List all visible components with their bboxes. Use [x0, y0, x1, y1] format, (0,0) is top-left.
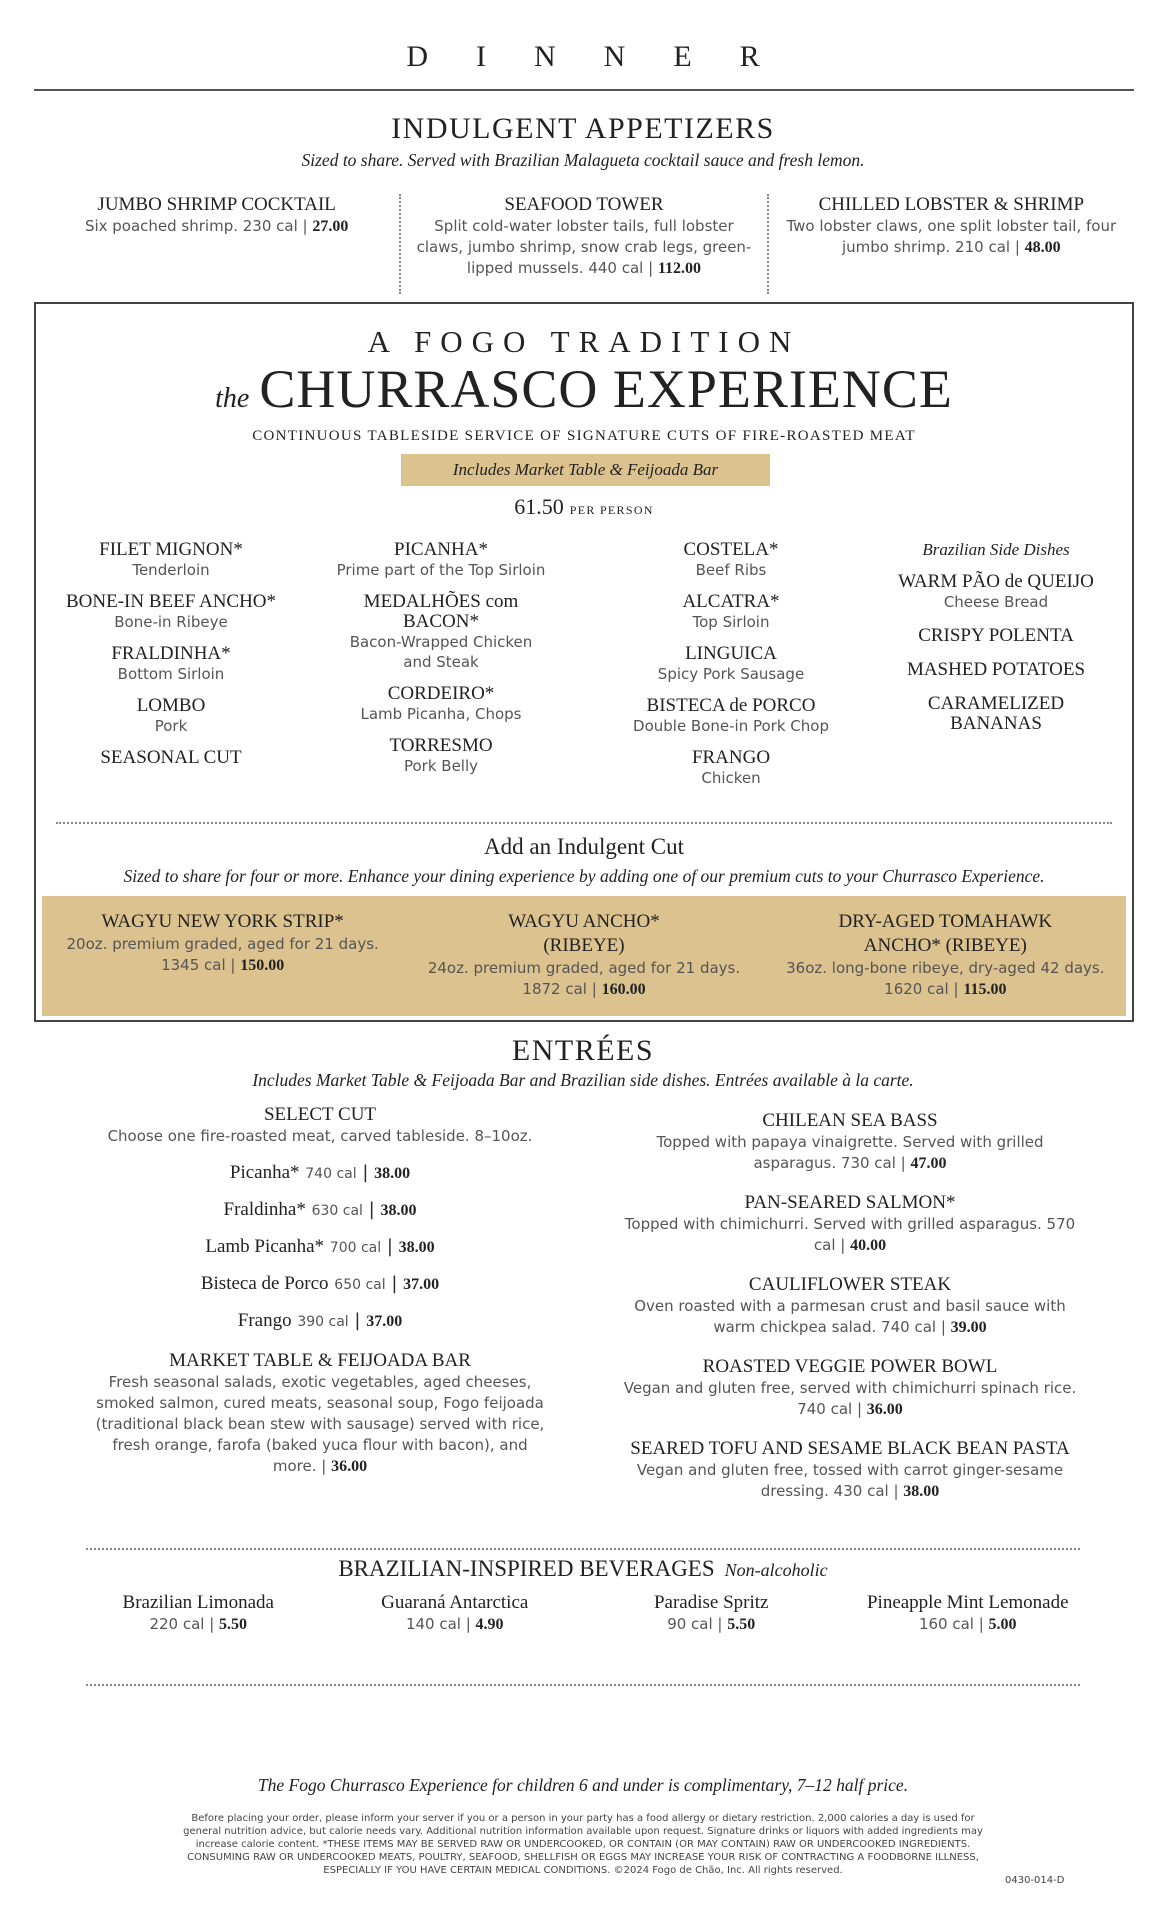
select-cut-title: SELECT CUT — [263, 1104, 377, 1125]
cut-name: FILET MIGNON* — [99, 539, 243, 560]
side-name: CARAMELIZED BANANAS — [927, 693, 1065, 734]
side-name: WARM PÃO de QUEIJO — [898, 571, 1094, 592]
side-name: CRISPY POLENTA — [918, 625, 1074, 646]
cut-name: Lamb Picanha* — [205, 1236, 325, 1257]
beverages-note: Non-alcoholic — [724, 1560, 828, 1580]
list-item — [861, 626, 1131, 646]
cut-name: PICANHA* — [394, 539, 488, 560]
list-item — [306, 540, 576, 580]
cut-price: 37.00 — [366, 1313, 403, 1330]
list-item: Frango 390 cal | 37.00 — [237, 1310, 403, 1331]
item-name: CHILEAN SEA BASS — [762, 1110, 938, 1131]
beverages-title: BRAZILIAN-INSPIRED BEVERAGES — [338, 1556, 715, 1581]
cut-cal: 700 cal — [329, 1240, 382, 1256]
appetizers-subtitle: Sized to share. Served with Brazilian Malagueta cocktail sauce and fresh lemon. — [301, 150, 865, 170]
cut-name: Fraldinha* — [223, 1199, 306, 1220]
menu-item — [399, 194, 766, 294]
market-table-price: 36.00 — [331, 1458, 368, 1475]
menu-item — [403, 910, 764, 1016]
list-item: Picanha* 740 cal | 38.00 — [229, 1162, 411, 1183]
item-cal: 1620 cal | — [884, 980, 959, 998]
list-item — [36, 644, 306, 684]
cut-desc: Lamb Picanha, Chops — [360, 705, 522, 723]
select-cut-desc: Choose one fire-roasted meat, carved tableside. 8–10oz. — [107, 1127, 533, 1145]
menu-item — [583, 1592, 840, 1635]
cut-name: CORDEIRO* — [387, 683, 495, 704]
cut-desc: Tenderloin — [132, 561, 210, 579]
churrasco-headline — [36, 358, 1132, 420]
menu-item — [90, 1350, 550, 1477]
divider — [86, 1684, 1080, 1686]
beverages-heading — [0, 1556, 1166, 1582]
select-cut-list — [90, 1162, 550, 1332]
list-item — [36, 592, 306, 632]
cut-name: LINGUICA — [685, 643, 777, 664]
item-price: 115.00 — [963, 981, 1007, 998]
item-desc: Vegan and gluten free, served with chimichurri spinach rice. 740 cal | — [623, 1379, 1077, 1418]
item-price: 38.00 — [903, 1483, 940, 1500]
cut-desc: Pork — [154, 717, 188, 735]
list-item — [861, 572, 1131, 612]
price-unit: PER PERSON — [569, 503, 654, 517]
item-name: CHILLED LOBSTER & SHRIMP — [818, 194, 1085, 215]
item-cal: 220 cal | — [149, 1615, 215, 1633]
cut-desc: Pork Belly — [403, 757, 479, 775]
market-table-desc: Fresh seasonal salads, exotic vegetables, aged cheeses, smoked salmon, cured meats, seasonal soup, Fogo feijoada (traditional black bean stew with sausage) served with rice, fresh orange, farofa (baked yuca flour with bacon), and more. | — [95, 1373, 545, 1475]
list-item — [596, 592, 866, 632]
list-item — [596, 748, 866, 788]
list-item — [36, 748, 306, 768]
item-desc: 36oz. long-bone ribeye, dry-aged 42 days. — [786, 959, 1105, 977]
service-description: CONTINUOUS TABLESIDE SERVICE OF SIGNATURE CUTS OF FIRE-ROASTED MEAT — [252, 428, 916, 444]
list-item — [36, 540, 306, 580]
cut-name: BISTECA de PORCO — [646, 695, 816, 716]
menu-item — [620, 1192, 1080, 1256]
cut-price: 38.00 — [398, 1239, 435, 1256]
cut-name: ALCATRA* — [682, 591, 780, 612]
item-desc: 24oz. premium graded, aged for 21 days. — [427, 959, 741, 977]
cut-desc: Beef Ribs — [695, 561, 767, 579]
cut-name: FRALDINHA* — [111, 643, 231, 664]
list-item — [596, 540, 866, 580]
cut-cal: 740 cal — [305, 1166, 357, 1182]
item-price: 5.00 — [988, 1616, 1017, 1633]
item-cal: 90 cal | — [667, 1615, 723, 1633]
item-name: Pineapple Mint Lemonade — [866, 1592, 1069, 1613]
item-name: WAGYU ANCHO* (RIBEYE) — [508, 911, 660, 956]
cut-price: 38.00 — [380, 1202, 417, 1219]
menu-item — [620, 1356, 1080, 1420]
menu-item — [70, 1592, 327, 1635]
list-item — [596, 696, 866, 736]
price-amount: 61.50 — [514, 494, 564, 519]
item-name: Brazilian Limonada — [122, 1592, 274, 1613]
item-price: 27.00 — [312, 218, 349, 235]
item-cal: 160 cal | — [918, 1615, 984, 1633]
cut-name: FRANGO — [691, 747, 771, 768]
churrasco-section — [34, 302, 1134, 1022]
menu-item — [767, 194, 1134, 294]
cut-name: SEASONAL CUT — [100, 747, 242, 768]
price-per-person — [36, 494, 1132, 520]
cut-name: Bisteca de Porco — [200, 1273, 329, 1294]
headline-article: the — [215, 383, 250, 414]
side-dishes-column — [861, 540, 1131, 746]
cut-price: 37.00 — [403, 1276, 440, 1293]
menu-item — [765, 910, 1126, 1016]
cut-name: MEDALHÕES com BACON* — [363, 591, 519, 632]
tradition-heading: A FOGO TRADITION — [367, 324, 801, 359]
includes-badge: Includes Market Table & Feijoada Bar — [401, 454, 770, 486]
meat-column-1 — [36, 540, 306, 780]
item-price: 5.50 — [727, 1616, 756, 1633]
entrees-title: ENTRÉES — [511, 1034, 655, 1067]
list-item: Fraldinha* 630 cal | 38.00 — [223, 1199, 417, 1220]
cut-price: 38.00 — [374, 1165, 411, 1182]
beverages-list — [70, 1592, 1096, 1635]
item-price: 112.00 — [657, 260, 702, 277]
item-name: SEAFOOD TOWER — [504, 194, 664, 215]
top-divider — [34, 89, 1134, 91]
cut-desc: Prime part of the Top Sirloin — [336, 561, 546, 579]
list-item — [306, 736, 576, 776]
item-name: WAGYU NEW YORK STRIP* — [101, 911, 344, 932]
cut-cal: 390 cal — [297, 1314, 349, 1330]
item-price: 5.50 — [219, 1616, 248, 1633]
appetizers-list — [34, 194, 1134, 294]
item-price: 4.90 — [475, 1616, 504, 1633]
entrees-left-column — [90, 1104, 550, 1477]
item-price: 40.00 — [850, 1237, 887, 1254]
item-name: CAULIFLOWER STEAK — [748, 1274, 952, 1295]
market-table-title: MARKET TABLE & FEIJOADA BAR — [169, 1350, 471, 1371]
indulgent-cut-subtitle: Sized to share for four or more. Enhance your dining experience by adding one of our premium cuts to your Churrasco Experience. — [123, 866, 1045, 886]
cut-cal: 650 cal — [334, 1277, 386, 1293]
kids-pricing-note: The Fogo Churrasco Experience for children 6 and under is complimentary, 7–12 half price. — [257, 1775, 909, 1795]
item-name: Paradise Spritz — [653, 1592, 769, 1613]
item-desc: Topped with chimichurri. Served with grilled asparagus. 570 cal | — [624, 1215, 1076, 1254]
item-price: 39.00 — [950, 1319, 987, 1336]
item-desc: Topped with papaya vinaigrette. Served with grilled asparagus. 730 cal | — [656, 1133, 1044, 1172]
item-name: Guaraná Antarctica — [381, 1592, 529, 1613]
meat-column-2 — [306, 540, 576, 788]
list-item: Lamb Picanha* 700 cal | 38.00 — [205, 1236, 435, 1257]
cut-cal: 630 cal — [311, 1203, 363, 1219]
legal-disclaimer: Before placing your order, please inform your server if you or a person in your party has a food allergy or dietary restriction. 2,000 calories a day is used for general nutrition advice, but calorie needs vary. Additional nutrition information available upon request. Signature drinks or liquors with added ingredients may increase calorie content. *THESE ITEMS MAY BE SERVED RAW OR UNDERCOOKED, OR CONTAIN (OR MAY CONTAIN) RAW OR UNDERCOOKED INGREDIENTS. CONSUMING RAW OR UNDERCOOKED MEATS, POULTRY, SEAFOOD, SHELLFISH OR EGGS MAY INCREASE YOUR RISK OF CONTRACTING A FOODBORNE ILLNESS, ESPECIALLY IF YOU HAVE CERTAIN MEDICAL CONDITIONS. ©2024 Fogo de Chão, Inc. All rights reserved. — [183, 1813, 983, 1876]
item-price: 36.00 — [866, 1401, 903, 1418]
divider — [56, 822, 1112, 824]
cut-name: BONE-IN BEEF ANCHO* — [65, 591, 277, 612]
appetizers-title: INDULGENT APPETIZERS — [391, 112, 775, 145]
list-item — [306, 592, 576, 672]
item-price: 47.00 — [910, 1155, 947, 1172]
entrees-subtitle: Includes Market Table & Feijoada Bar and Brazilian side dishes. Entrées available à la carte. — [252, 1070, 914, 1090]
menu-item — [840, 1592, 1097, 1635]
entrees-section — [0, 1034, 1166, 1500]
divider — [86, 1548, 1080, 1550]
meat-column-3 — [596, 540, 866, 800]
cut-desc: Spicy Pork Sausage — [657, 665, 805, 683]
meat-cuts-grid — [36, 540, 1132, 820]
premium-cuts-band — [42, 896, 1126, 1016]
list-item — [306, 684, 576, 724]
menu-item — [620, 1438, 1080, 1502]
cut-desc: Bone-in Ribeye — [114, 613, 228, 631]
menu-item — [34, 194, 399, 294]
cut-desc: Chicken — [701, 769, 761, 787]
cut-name: TORRESMO — [389, 735, 493, 756]
item-name: JUMBO SHRIMP COCKTAIL — [97, 194, 336, 215]
indulgent-cut-title: Add an Indulgent Cut — [484, 834, 684, 859]
item-price: 48.00 — [1024, 239, 1061, 256]
item-name: DRY-AGED TOMAHAWK ANCHO* (RIBEYE) — [838, 911, 1053, 956]
menu-item — [327, 1592, 584, 1635]
item-name: ROASTED VEGGIE POWER BOWL — [702, 1356, 998, 1377]
menu-code: 0430-014-D — [1005, 1875, 1065, 1886]
beverages-section — [0, 1556, 1166, 1633]
list-item — [596, 644, 866, 684]
side-name: MASHED POTATOES — [906, 659, 1086, 680]
cut-desc: Bottom Sirloin — [117, 665, 225, 683]
side-dishes-heading: Brazilian Side Dishes — [922, 540, 1070, 559]
cut-name: Frango — [237, 1310, 292, 1331]
item-desc: Split cold-water lobster tails, full lobster claws, jumbo shrimp, snow crab legs, green-lipped mussels. 440 cal | — [416, 217, 752, 277]
cut-desc: Double Bone-in Pork Chop — [633, 717, 829, 735]
page-title: DINNER — [406, 40, 808, 73]
item-desc: Six poached shrimp. 230 cal | — [84, 217, 308, 235]
item-cal: 1872 cal | — [522, 980, 597, 998]
item-desc: Two lobster claws, one split lobster tail, four jumbo shrimp. 210 cal | — [786, 217, 1117, 256]
cut-name: LOMBO — [136, 695, 206, 716]
entrees-right-column — [620, 1110, 1080, 1520]
cut-name: Picanha* — [229, 1162, 300, 1183]
item-price: 160.00 — [601, 981, 646, 998]
item-desc: Oven roasted with a parmesan crust and basil sauce with warm chickpea salad. 740 cal | — [634, 1297, 1066, 1336]
list-item: Bisteca de Porco 650 cal | 37.00 — [200, 1273, 440, 1294]
cut-desc: Top Sirloin — [692, 613, 770, 631]
item-desc: Vegan and gluten free, tossed with carrot ginger-sesame dressing. 430 cal | — [636, 1461, 1064, 1500]
headline-text: CHURRASCO EXPERIENCE — [259, 359, 953, 419]
menu-item — [620, 1274, 1080, 1338]
item-desc: 20oz. premium graded, aged for 21 days. — [66, 935, 379, 953]
menu-item — [42, 910, 403, 1016]
list-item — [36, 696, 306, 736]
item-name: PAN-SEARED SALMON* — [744, 1192, 956, 1213]
menu-item — [620, 1110, 1080, 1174]
cut-name: COSTELA* — [683, 539, 779, 560]
item-cal: 1345 cal | — [161, 956, 236, 974]
side-desc: Cheese Bread — [943, 593, 1049, 611]
cut-desc: Bacon-Wrapped Chicken and Steak — [349, 633, 533, 671]
list-item — [861, 660, 1131, 680]
item-name: SEARED TOFU AND SESAME BLACK BEAN PASTA — [630, 1438, 1070, 1459]
item-price: 150.00 — [240, 957, 285, 974]
list-item — [861, 694, 1131, 734]
appetizers-section — [0, 112, 1166, 277]
item-cal: 140 cal | — [405, 1615, 471, 1633]
